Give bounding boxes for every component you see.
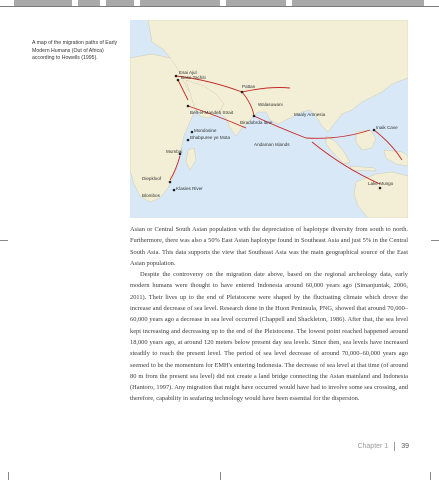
map-label-pattan: Pattan [242, 84, 256, 89]
footer-divider [394, 442, 395, 451]
site-marker [191, 131, 194, 134]
top-bar-rule [0, 6, 439, 7]
chapter-label: Chapter 1 [357, 443, 389, 450]
map-label-blombos: Blombos [142, 193, 160, 198]
site-marker [253, 115, 256, 118]
map-label-belm: Belt-el-Mandeb Strait [190, 110, 234, 115]
crop-mark [8, 472, 9, 480]
body-text [130, 224, 408, 405]
map-label-bhabpuree: Bhabpuree ye Mota [190, 135, 231, 140]
map-label-mondosine: Mondosine [194, 128, 217, 133]
site-marker [175, 75, 178, 78]
site-marker [187, 105, 190, 108]
page-footer [357, 442, 409, 451]
top-bar [0, 0, 439, 7]
crop-mark [0, 240, 8, 241]
paragraph: Asian or Central South Asian population with the depreciation of haplotype diversity from south to north. Furthermore, there was also a 50% East Asian haplotype found in Southeast Asia and just 5% in the Central South Asia. This data supports the view that Southeast Asia was the main geographical source of the East Asian population. [130, 226, 408, 267]
map-label-biradobrda: Biradobrda lane [240, 120, 273, 125]
map-label-walasuwani: Walasuwani [258, 102, 283, 107]
crop-mark [220, 472, 221, 480]
map-label-diepkloof: Diepkloof [142, 176, 162, 181]
map-label-esai: Esai Ajul [179, 70, 197, 75]
page-number: 39 [401, 443, 409, 450]
map-label-klasies: Klasies River [176, 186, 203, 191]
site-marker [177, 79, 180, 82]
map-label-mumbai: Mumbai [166, 149, 183, 154]
site-marker [187, 139, 190, 142]
site-marker [373, 129, 376, 132]
site-marker [241, 91, 244, 94]
paragraph: Despite the controversy on the migration date above, based on the regional archeology data, early modern humans were thought to have entered Indonesia around 60,000 years ago (Simanjuntak, 2006, 2011). Their lives up to the end of Pleistocene were shaped by the fluctuating climate which drove the increase and decrease of sea level. Research done in the Huon Peninsula, PNG, showed that around 70,000–60,000 years ago a decrease in sea level occurred (Chappell and Shackleton, 1986). After that, the sea level kept increasing and decreasing up to the end of the Pleistocene. The lowest point reached happened around 18,000 years ago, at around 120 meters below present day sea levels. Since then, sea levels have increased steadily to reach the present level. The period of sea level decrease of around 70,000–60,000 years ago seemed to be the momentum for EMH's entering Indonesia. The decrease of sea level at that time (of around 80 m from the present sea level) did not create a land bridge connecting the Asian mainland and Indonesia (Hantoro, 1997). Any migration that might have occurred would have had to involve some sea crossing, and therefore, capability in seafaring technology would have been essential for the dispersion. [130, 271, 408, 403]
site-marker [173, 189, 176, 192]
migration-map [130, 20, 408, 218]
map-label-bose: Bose Tachiti [181, 75, 206, 80]
map-label-lakemungo: Lake Mungo [368, 181, 394, 186]
map-label-andaman: Andaman Islands [254, 142, 290, 147]
site-marker [169, 181, 172, 184]
map-label-inaikcave: Inaik Cave [376, 125, 398, 130]
map-label-maaly: Maaly Amnesia [294, 112, 326, 117]
crop-mark [431, 240, 439, 241]
figure-caption: A map of the migration paths of Early Modern Humans (Out of Africa) according to Howells (1995). [32, 40, 118, 62]
site-marker [379, 187, 382, 190]
crop-mark [430, 472, 431, 480]
